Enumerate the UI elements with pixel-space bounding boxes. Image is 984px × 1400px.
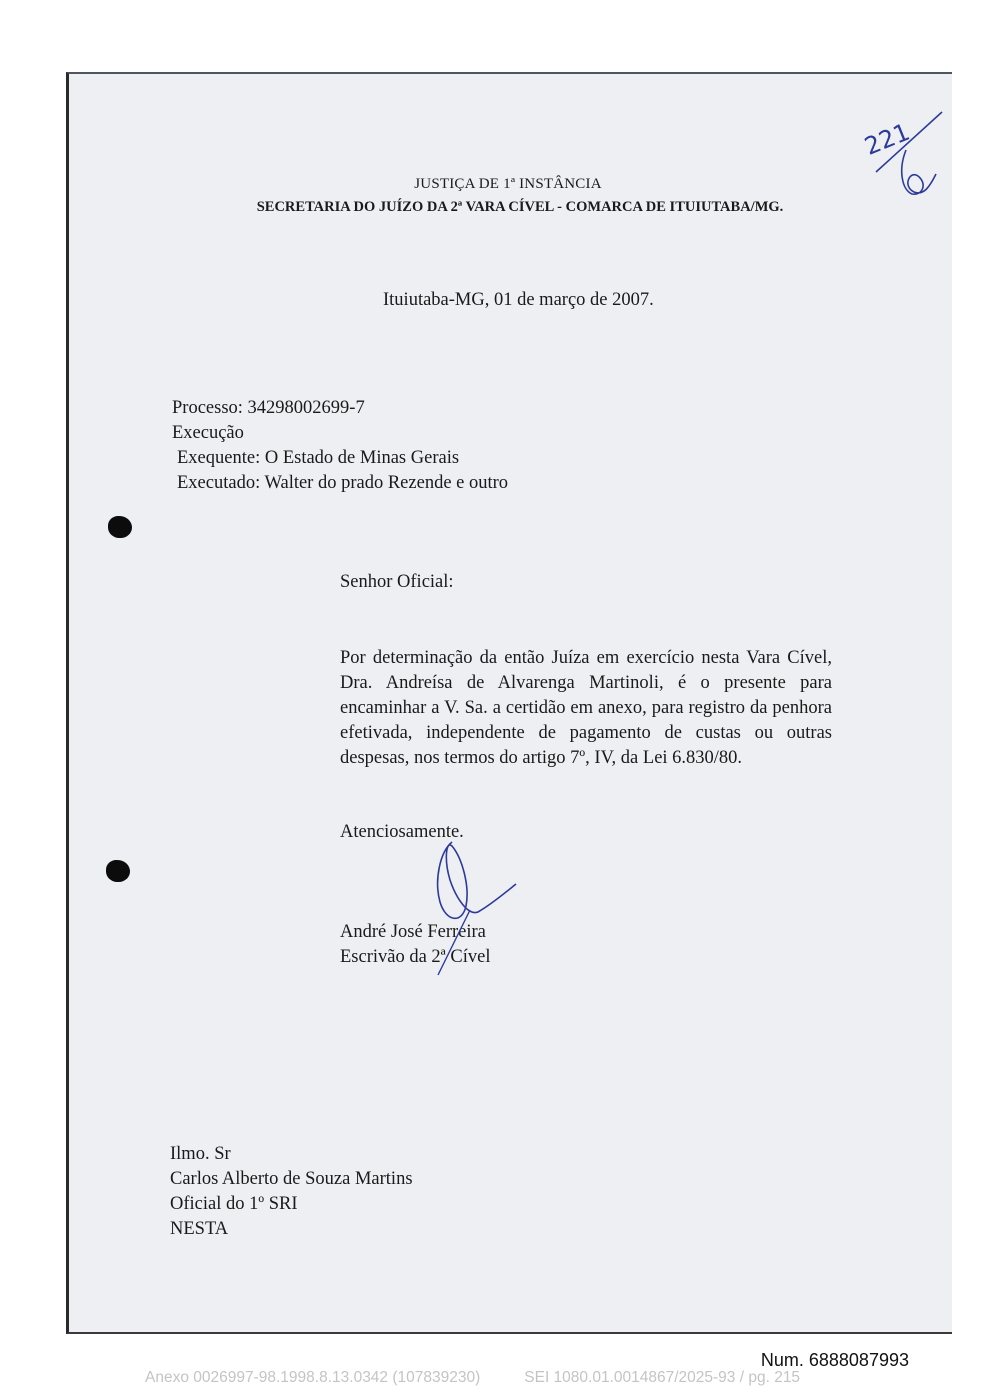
footer-metadata [145,1369,800,1387]
body-paragraph-text: Por determinação da então Juíza em exercício nesta Vara Cível, Dra. Andreísa de Alvarenga Martinoli, é o presente para encaminhar a V. Sa. a certidão em anexo, para registro da penhora efetivada, independente de pagamento de custas ou outras despesas, nos termos do artigo 7º, IV, da Lei 6.830/80. [340,648,832,768]
margin-page-number: 221 [860,117,914,161]
signature-stroke [438,842,516,918]
recipient-name: Carlos Alberto de Souza Martins [170,1169,413,1189]
case-processo: Processo: 34298002699-7 [172,398,365,418]
signature-tail-stroke [438,910,470,975]
signer-name: André José Ferreira [340,922,486,942]
salutation: Senhor Oficial: [340,572,454,592]
recipient-salutation: Ilmo. Sr [170,1144,231,1164]
case-executado: Executado: Walter do prado Rezende e outro [177,473,509,493]
court-header-line1: JUSTIÇA DE 1ª INSTÂNCIA [414,176,602,192]
recipient-role: Oficial do 1º SRI [170,1194,298,1214]
court-header-line2: SECRETARIA DO JUÍZO DA 2ª VARA CÍVEL - COMARCA DE ITUIUTABA/MG. [256,199,784,215]
case-type: Execução [172,423,244,443]
footer-anexo: Anexo 0026997-98.1998.8.13.0342 (107839230) [145,1369,481,1386]
case-exequente: Exequente: O Estado de Minas Gerais [177,448,460,468]
footer-sei: SEI 1080.01.0014867/2025-93 / pg. 215 [524,1369,801,1386]
recipient-location: NESTA [170,1219,229,1239]
document-number: Num. 6888087993 [760,1350,909,1370]
margin-initials-mark [902,150,936,194]
date-line: Ituiutaba-MG, 01 de março de 2007. [383,290,654,310]
signer-title: Escrivão da 2ª Cível [340,947,491,967]
closing: Atenciosamente. [340,822,464,842]
